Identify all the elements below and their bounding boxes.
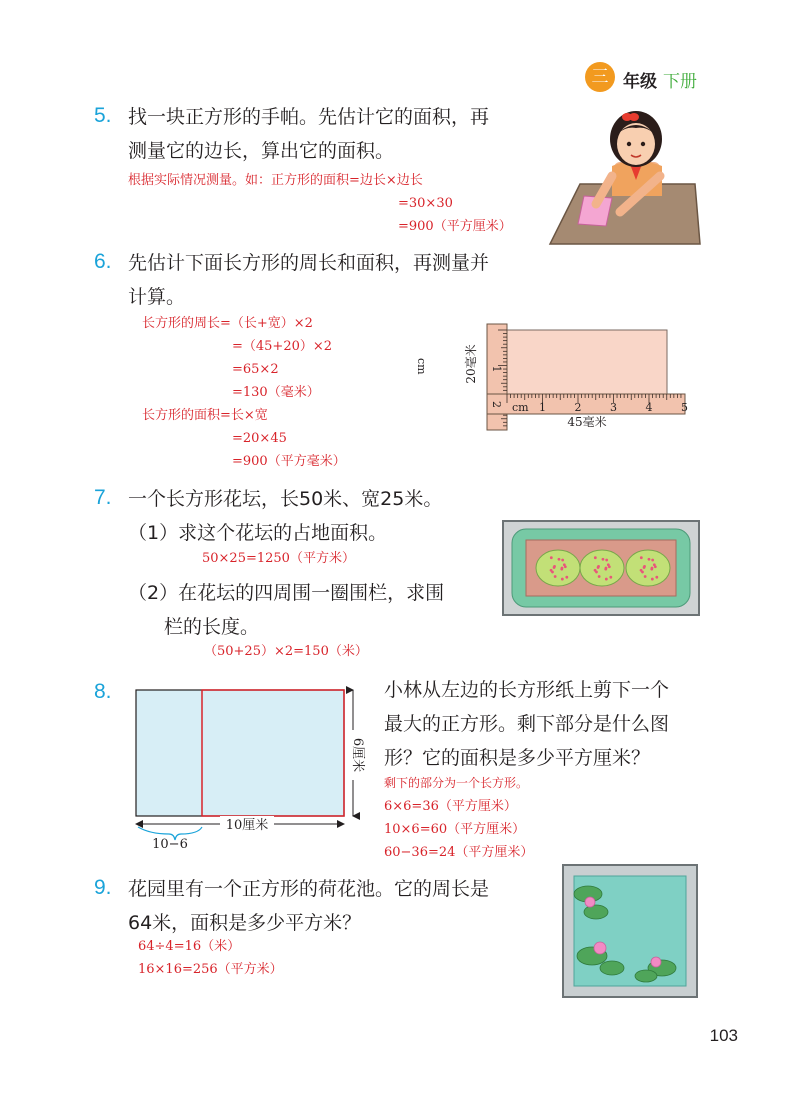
h-ruler-unit: cm xyxy=(512,401,529,414)
flower-dot xyxy=(598,575,601,578)
flower-dot xyxy=(554,575,557,578)
q9-answer xyxy=(138,935,283,981)
q6-answer-line: =20×45 xyxy=(232,431,287,446)
q7-number: 7. xyxy=(94,486,112,509)
grade-label xyxy=(623,67,697,92)
girl-handkerchief-illustration xyxy=(550,104,700,246)
v-ruler-tick-label: 1 xyxy=(490,365,503,373)
q6-answer-line: 长方形的周长=（长+宽）×2 xyxy=(142,316,313,331)
flower-dot xyxy=(564,565,567,568)
q9-text xyxy=(128,872,489,940)
q8-width-label: 10厘米 xyxy=(225,818,269,833)
v-ruler-unit: cm xyxy=(415,358,428,375)
h-ruler-tick-label: 1 xyxy=(539,401,546,414)
q6-answer-line: =65×2 xyxy=(232,362,279,377)
lotus-pond-illustration xyxy=(562,864,698,998)
flower-dot xyxy=(550,556,553,559)
flower-dot xyxy=(560,568,563,571)
q5-answer-line: =30×30 xyxy=(398,196,453,211)
grade-badge xyxy=(585,62,615,92)
q5-text xyxy=(128,100,489,168)
q8-text xyxy=(384,673,669,775)
q5-line: 找一块正方形的手帕。先估计它的面积，再 xyxy=(128,106,490,128)
flower-dot xyxy=(550,569,553,572)
v-ruler-tick-label: 2 xyxy=(490,401,503,408)
flower-dot xyxy=(648,558,651,561)
h-ruler-tick-label: 2 xyxy=(574,401,582,414)
flower-dot xyxy=(597,565,600,568)
q6-answer-line: 长方形的面积=长×宽 xyxy=(142,408,268,423)
q8-paper-figure xyxy=(120,684,370,850)
q6-line: 先估计下面长方形的周长和面积，再测量并 xyxy=(128,252,490,274)
q9-answer-line: 16×16=256（平方米） xyxy=(138,962,283,977)
q6-rectangle xyxy=(507,330,667,394)
q8-answer-line: 10×6=60（平方厘米） xyxy=(384,822,526,837)
q9-number: 9. xyxy=(94,876,112,899)
flower-dot xyxy=(655,576,658,579)
flower-dot xyxy=(651,578,654,581)
q8-height-label: 6厘米 xyxy=(350,737,365,773)
q8-line: 形？它的面积是多少平方厘米？ xyxy=(384,747,651,769)
h-ruler-tick-label: 4 xyxy=(645,401,653,414)
flower-dot xyxy=(644,575,647,578)
flower-bed-illustration xyxy=(502,520,700,616)
q7-text: 一个长方形花坛，长50米、宽25米。 xyxy=(128,488,443,510)
flower-dot xyxy=(643,565,646,568)
flower-dot xyxy=(605,559,608,562)
q8-number: 8. xyxy=(94,680,112,703)
q6-width-label: 45毫米 xyxy=(567,415,607,429)
flower-dot xyxy=(602,558,605,561)
q7-sub2-line: 栏的长度。 xyxy=(164,616,260,638)
q7-sub2 xyxy=(128,576,444,644)
q8-line: 最大的正方形。剩下部分是什么图 xyxy=(384,713,670,735)
flower-dot xyxy=(604,568,607,571)
flower-dot xyxy=(608,565,611,568)
q7-answer1: 50×25=1250（平方米） xyxy=(202,551,355,566)
q8-answer-line: 6×6=36（平方厘米） xyxy=(384,799,517,814)
h-ruler-tick-label: 3 xyxy=(610,401,617,414)
q8-answer-line: 剩下的部分为一个长方形。 xyxy=(384,776,529,790)
flower-dot xyxy=(640,569,643,572)
flower-dot xyxy=(558,558,561,561)
q6-text xyxy=(128,246,489,314)
q6-number: 6. xyxy=(94,250,112,273)
flower-dot xyxy=(594,569,597,572)
q8-answer xyxy=(384,772,533,864)
flower-dot xyxy=(650,568,653,571)
flower-dot xyxy=(651,559,654,562)
q8-answer-line: 60−36=24（平方厘米） xyxy=(384,845,534,860)
grade-badge-text: 三 xyxy=(591,67,609,87)
flower-dot xyxy=(565,576,568,579)
flower-dot xyxy=(609,576,612,579)
flower-dot xyxy=(654,565,657,568)
flower-dot xyxy=(594,556,597,559)
q7-answer2: （50+25）×2=150（米） xyxy=(204,644,368,659)
q8-line: 小林从左边的长方形纸上剪下一个 xyxy=(384,679,670,701)
q6-answer-line: =（45+20）×2 xyxy=(232,339,333,354)
q5-line: 测量它的边长，算出它的面积。 xyxy=(128,140,395,162)
q5-answer-line: =900（平方厘米） xyxy=(398,219,512,234)
flower-dot xyxy=(553,565,556,568)
q7-sub2-line: （2）在花坛的四周围一圈围栏，求围 xyxy=(128,582,445,604)
q9-line: 花园里有一个正方形的荷花池。它的周长是 xyxy=(128,878,490,900)
q9-line: 64米，面积是多少平方米？ xyxy=(128,912,362,934)
page-number: 103 xyxy=(709,1026,738,1045)
q8-diff-label: 10−6 xyxy=(152,837,188,852)
q6-answer xyxy=(142,312,346,473)
grade-label-text: 年级 xyxy=(623,72,657,92)
q6-answer-line: =900（平方毫米） xyxy=(232,454,346,469)
q7-sub1: （1）求这个花坛的占地面积。 xyxy=(128,522,388,544)
q9-answer-line: 64÷4=16（米） xyxy=(138,939,241,954)
flower-dot xyxy=(605,578,608,581)
flower-dot xyxy=(640,556,643,559)
paper-rectangle xyxy=(136,690,344,816)
q6-height-label: 20毫米 xyxy=(464,344,478,384)
q6-answer-line: =130（毫米） xyxy=(232,385,320,400)
q5-answer-line: 根据实际情况测量。如：正方形的面积=边长×边长 xyxy=(128,173,423,188)
volume-label: 下册 xyxy=(663,72,697,92)
q6-line: 计算。 xyxy=(128,286,186,308)
q5-answer xyxy=(128,169,512,238)
flower-dot xyxy=(561,578,564,581)
q6-ruler-figure xyxy=(415,320,700,438)
q5-number: 5. xyxy=(94,104,112,127)
h-ruler-tick-label: 5 xyxy=(681,401,688,414)
flower-dot xyxy=(561,559,564,562)
